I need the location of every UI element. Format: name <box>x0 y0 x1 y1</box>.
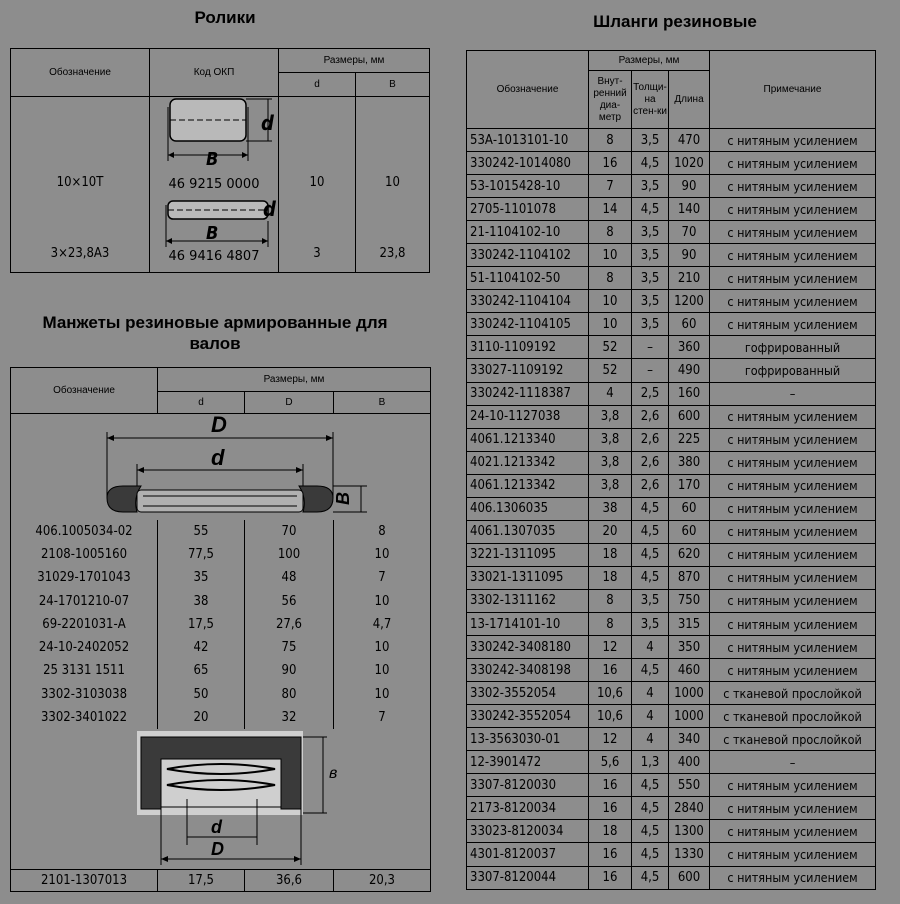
hose-wall-thickness: 2,6 <box>632 451 669 474</box>
hose-wall-thickness: 3,5 <box>632 589 669 612</box>
hose-designation: 330242-1118387 <box>467 382 589 405</box>
table-row <box>11 613 431 636</box>
hose-inner-diameter: 5,6 <box>589 751 632 774</box>
cuff-designation: 31029-1701043 <box>11 566 158 589</box>
hose-inner-diameter: 18 <box>589 543 632 566</box>
hose-designation: 406.1306035 <box>467 497 589 520</box>
hose-note: с нитяным усилением <box>710 175 876 198</box>
hose-note: с нитяным усилением <box>710 428 876 451</box>
hose-designation: 2705-1101078 <box>467 198 589 221</box>
hose-length: 140 <box>669 198 710 221</box>
cuff-designation: 406.1005034-02 <box>11 520 158 543</box>
hose-inner-diameter: 3,8 <box>589 451 632 474</box>
table-row <box>467 682 876 705</box>
hose-note: с нитяным усилением <box>710 405 876 428</box>
hose-wall-thickness: 2,5 <box>632 382 669 405</box>
cuff-d-value: 38 <box>158 589 245 612</box>
hose-length: 210 <box>669 267 710 290</box>
hose-wall-thickness: 4 <box>632 705 669 728</box>
hose-length: 60 <box>669 313 710 336</box>
hose-inner-diameter: 18 <box>589 566 632 589</box>
table-row <box>467 705 876 728</box>
hose-designation: 3302-1311162 <box>467 589 589 612</box>
hose-inner-diameter: 12 <box>589 728 632 751</box>
header-b: B <box>356 73 430 97</box>
hose-designation: 33021-1311095 <box>467 566 589 589</box>
table-row <box>467 221 876 244</box>
hose-inner-diameter: 12 <box>589 636 632 659</box>
table-row <box>467 244 876 267</box>
hose-wall-thickness: 4 <box>632 682 669 705</box>
hose-note: с нитяным усилением <box>710 659 876 682</box>
hose-note: с нитяным усилением <box>710 543 876 566</box>
cuff-designation: 69-2201031-А <box>11 613 158 636</box>
header-inner-diameter: Внут-ренний диа-метр <box>589 71 632 129</box>
hose-length: 550 <box>669 774 710 797</box>
rollers-table <box>10 48 430 273</box>
hose-inner-diameter: 10 <box>589 244 632 267</box>
header-wall-thickness: Толщи-на стен-ки <box>632 71 669 129</box>
hose-length: 1020 <box>669 152 710 175</box>
hose-wall-thickness: 4,5 <box>632 152 669 175</box>
hose-length: 1000 <box>669 705 710 728</box>
hose-designation: 3307-8120044 <box>467 866 589 889</box>
table-row <box>467 313 876 336</box>
cuff-B-value: 20,3 <box>334 869 431 891</box>
header-designation: Обозначение <box>467 51 589 129</box>
table-row <box>467 497 876 520</box>
hose-designation: 53А-1013101-10 <box>467 129 589 152</box>
hose-length: 90 <box>669 244 710 267</box>
hose-designation: 21-1104102-10 <box>467 221 589 244</box>
cuff-designation: 2108-1005160 <box>11 543 158 566</box>
hose-inner-diameter: 8 <box>589 267 632 290</box>
hoses-table <box>466 50 876 890</box>
table-row <box>467 797 876 820</box>
hose-designation: 330242-1104104 <box>467 290 589 313</box>
hose-inner-diameter: 16 <box>589 797 632 820</box>
cuff-D-value: 32 <box>245 706 334 729</box>
cuff-d-value: 65 <box>158 659 245 682</box>
hose-wall-thickness: 3,5 <box>632 290 669 313</box>
cuff-D-value: 36,6 <box>245 869 334 891</box>
cuffs-title: Манжеты резиновые армированные для валов <box>42 313 388 353</box>
hose-designation: 330242-3408180 <box>467 636 589 659</box>
table-row <box>467 589 876 612</box>
hose-note: – <box>710 751 876 774</box>
hose-wall-thickness: 4,5 <box>632 198 669 221</box>
table-row <box>467 382 876 405</box>
cuff-d-value: 17,5 <box>158 869 245 891</box>
table-row <box>467 843 876 866</box>
table-row <box>467 290 876 313</box>
hose-designation: 3110-1109192 <box>467 336 589 359</box>
hose-note: с нитяным усилением <box>710 290 876 313</box>
header-designation: Обозначение <box>11 368 158 414</box>
hose-inner-diameter: 8 <box>589 589 632 612</box>
header-D: D <box>245 392 334 414</box>
roller-designation: 10×10Т <box>56 175 104 190</box>
hose-wall-thickness: – <box>632 359 669 382</box>
cuff-d-value: 20 <box>158 706 245 729</box>
hose-note: с нитяным усилением <box>710 244 876 267</box>
hose-length: 225 <box>669 428 710 451</box>
hose-note: с нитяным усилением <box>710 152 876 175</box>
hose-length: 870 <box>669 566 710 589</box>
hose-designation: 12-3901472 <box>467 751 589 774</box>
hose-note: гофрированный <box>710 336 876 359</box>
hose-length: 620 <box>669 543 710 566</box>
hose-inner-diameter: 4 <box>589 382 632 405</box>
table-row <box>467 405 876 428</box>
table-row <box>467 566 876 589</box>
table-row <box>467 474 876 497</box>
hose-note: с нитяным усилением <box>710 589 876 612</box>
hose-inner-diameter: 7 <box>589 175 632 198</box>
hose-note: с нитяным усилением <box>710 820 876 843</box>
hose-note: – <box>710 382 876 405</box>
hose-note: с нитяным усилением <box>710 612 876 635</box>
hose-wall-thickness: 4,5 <box>632 774 669 797</box>
cuff-designation: 24-1701210-07 <box>11 589 158 612</box>
hose-designation: 13-1714101-10 <box>467 612 589 635</box>
hose-inner-diameter: 10,6 <box>589 682 632 705</box>
hose-wall-thickness: 3,5 <box>632 175 669 198</box>
cuff-B-value: 7 <box>334 566 431 589</box>
hose-designation: 3307-8120030 <box>467 774 589 797</box>
hose-length: 2840 <box>669 797 710 820</box>
table-row <box>11 659 431 682</box>
header-d: d <box>279 73 356 97</box>
cuff-B-value: 10 <box>334 589 431 612</box>
hose-note: с нитяным усилением <box>710 566 876 589</box>
hose-wall-thickness: 3,5 <box>632 612 669 635</box>
hose-length: 60 <box>669 520 710 543</box>
hose-inner-diameter: 8 <box>589 612 632 635</box>
table-row <box>467 636 876 659</box>
hose-designation: 13-3563030-01 <box>467 728 589 751</box>
cuff-d-value: 77,5 <box>158 543 245 566</box>
hose-inner-diameter: 18 <box>589 820 632 843</box>
table-row <box>467 129 876 152</box>
hose-designation: 51-1104102-50 <box>467 267 589 290</box>
hose-designation: 33023-8120034 <box>467 820 589 843</box>
cuff-B-value: 8 <box>334 520 431 543</box>
cuff-D-value: 80 <box>245 683 334 706</box>
cuff-d-value: 42 <box>158 636 245 659</box>
hose-wall-thickness: 4 <box>632 636 669 659</box>
hose-inner-diameter: 10,6 <box>589 705 632 728</box>
hose-note: с нитяным усилением <box>710 774 876 797</box>
cuff-designation: 2101-1307013 <box>11 869 158 891</box>
hose-wall-thickness: 4,5 <box>632 497 669 520</box>
hose-inner-diameter: 10 <box>589 313 632 336</box>
hose-length: 160 <box>669 382 710 405</box>
hose-wall-thickness: 3,5 <box>632 221 669 244</box>
hose-length: 600 <box>669 405 710 428</box>
table-row <box>467 751 876 774</box>
hose-wall-thickness: 4,5 <box>632 797 669 820</box>
hose-designation: 330242-1104102 <box>467 244 589 267</box>
hose-inner-diameter: 52 <box>589 359 632 382</box>
table-row <box>11 589 431 612</box>
cuff-D-value: 48 <box>245 566 334 589</box>
hose-inner-diameter: 52 <box>589 336 632 359</box>
hose-note: с нитяным усилением <box>710 221 876 244</box>
table-row <box>467 774 876 797</box>
hose-inner-diameter: 8 <box>589 129 632 152</box>
roller-b-label: B <box>206 223 219 244</box>
header-sizes: Размеры, мм <box>279 49 430 73</box>
table-row <box>11 520 431 543</box>
hose-note: с тканевой прослойкой <box>710 682 876 705</box>
hose-designation: 33027-1109192 <box>467 359 589 382</box>
hose-designation: 330242-3408198 <box>467 659 589 682</box>
hose-note: с тканевой прослойкой <box>710 728 876 751</box>
rollers-title: Ролики <box>194 8 256 27</box>
cuff-B-value: 10 <box>334 543 431 566</box>
hose-wall-thickness: 3,5 <box>632 244 669 267</box>
table-row <box>467 336 876 359</box>
hose-wall-thickness: 4,5 <box>632 843 669 866</box>
table-row <box>11 683 431 706</box>
cuff-d-value: 17,5 <box>158 613 245 636</box>
hose-inner-diameter: 16 <box>589 866 632 889</box>
table-row <box>11 869 431 891</box>
cuff-B-value: 10 <box>334 659 431 682</box>
hose-wall-thickness: 3,5 <box>632 129 669 152</box>
roller-designation: 3×23,8А3 <box>50 246 110 261</box>
hose-note: гофрированный <box>710 359 876 382</box>
hose-designation: 330242-1104105 <box>467 313 589 336</box>
table-row <box>467 451 876 474</box>
roller-d-value: 3 <box>313 246 321 261</box>
hose-wall-thickness: 3,5 <box>632 313 669 336</box>
hose-designation: 53-1015428-10 <box>467 175 589 198</box>
hose-length: 70 <box>669 221 710 244</box>
hose-inner-diameter: 16 <box>589 659 632 682</box>
header-length: Длина <box>669 71 710 129</box>
hose-length: 400 <box>669 751 710 774</box>
hose-designation: 24-10-1127038 <box>467 405 589 428</box>
cuff-section-D-label: D <box>211 839 224 860</box>
hose-inner-diameter: 14 <box>589 198 632 221</box>
hose-wall-thickness: 4,5 <box>632 659 669 682</box>
hose-length: 60 <box>669 497 710 520</box>
hose-length: 350 <box>669 636 710 659</box>
roller-d-value: 10 <box>309 175 325 190</box>
hose-note: с нитяным усилением <box>710 843 876 866</box>
header-okp: Код ОКП <box>150 49 279 97</box>
hose-note: с нитяным усилением <box>710 866 876 889</box>
roller-d-label: d <box>263 197 276 221</box>
hose-designation: 4301-8120037 <box>467 843 589 866</box>
hose-inner-diameter: 3,8 <box>589 405 632 428</box>
hose-note: с нитяным усилением <box>710 636 876 659</box>
hose-note: с нитяным усилением <box>710 474 876 497</box>
table-row <box>467 267 876 290</box>
hose-designation: 3302-3552054 <box>467 682 589 705</box>
cuff-D-value: 70 <box>245 520 334 543</box>
header-sizes: Размеры, мм <box>589 51 710 71</box>
hose-inner-diameter: 10 <box>589 290 632 313</box>
hose-length: 360 <box>669 336 710 359</box>
roller-b-value: 23,8 <box>379 246 406 261</box>
hose-wall-thickness: 1,3 <box>632 751 669 774</box>
hose-note: с тканевой прослойкой <box>710 705 876 728</box>
hose-length: 90 <box>669 175 710 198</box>
hose-designation: 4061.1307035 <box>467 520 589 543</box>
roller-okp: 46 9215 0000 <box>168 177 260 192</box>
hose-length: 490 <box>669 359 710 382</box>
cuff-D-value: 56 <box>245 589 334 612</box>
table-row <box>467 152 876 175</box>
hose-note: с нитяным усилением <box>710 520 876 543</box>
cuff-D-value: 75 <box>245 636 334 659</box>
hose-length: 340 <box>669 728 710 751</box>
hose-wall-thickness: 4,5 <box>632 520 669 543</box>
hose-length: 1000 <box>669 682 710 705</box>
table-row <box>467 659 876 682</box>
roller-b-label: B <box>206 149 219 170</box>
hose-designation: 3221-1311095 <box>467 543 589 566</box>
hose-wall-thickness: 4,5 <box>632 543 669 566</box>
hose-wall-thickness: 4,5 <box>632 820 669 843</box>
cuff-B-value: 4,7 <box>334 613 431 636</box>
cuff-B-value: 10 <box>334 636 431 659</box>
table-row <box>467 612 876 635</box>
hose-note: с нитяным усилением <box>710 497 876 520</box>
table-row <box>467 359 876 382</box>
hose-length: 470 <box>669 129 710 152</box>
hose-designation: 330242-1014080 <box>467 152 589 175</box>
cuffs-table <box>10 367 431 892</box>
cuff-d-value: 35 <box>158 566 245 589</box>
cuff-designation: 3302-3103038 <box>11 683 158 706</box>
hose-wall-thickness: 3,5 <box>632 267 669 290</box>
hose-length: 1200 <box>669 290 710 313</box>
hose-inner-diameter: 3,8 <box>589 474 632 497</box>
table-row <box>467 175 876 198</box>
table-row <box>11 636 431 659</box>
table-row <box>11 543 431 566</box>
hose-length: 460 <box>669 659 710 682</box>
hose-length: 1330 <box>669 843 710 866</box>
hose-note: с нитяным усилением <box>710 451 876 474</box>
hose-length: 750 <box>669 589 710 612</box>
cuff-d-label: d <box>211 445 225 470</box>
table-row <box>467 543 876 566</box>
hose-wall-thickness: 2,6 <box>632 474 669 497</box>
hose-inner-diameter: 20 <box>589 520 632 543</box>
header-d: d <box>158 392 245 414</box>
hose-note: с нитяным усилением <box>710 129 876 152</box>
cuff-D-label: D <box>211 412 227 437</box>
hose-length: 1300 <box>669 820 710 843</box>
hose-designation: 4061.1213340 <box>467 428 589 451</box>
cuff-D-value: 90 <box>245 659 334 682</box>
hose-wall-thickness: 2,6 <box>632 428 669 451</box>
hose-inner-diameter: 16 <box>589 152 632 175</box>
hose-note: с нитяным усилением <box>710 267 876 290</box>
cuff-designation: 24-10-2402052 <box>11 636 158 659</box>
hose-inner-diameter: 3,8 <box>589 428 632 451</box>
roller-d-label: d <box>261 111 274 135</box>
header-B: B <box>334 392 431 414</box>
hose-note: с нитяным усилением <box>710 797 876 820</box>
cuff-d-value: 55 <box>158 520 245 543</box>
hoses-title: Шланги резиновые <box>593 12 757 31</box>
hose-note: с нитяным усилением <box>710 313 876 336</box>
roller-okp: 46 9416 4807 <box>168 249 260 264</box>
hose-inner-diameter: 16 <box>589 843 632 866</box>
hose-inner-diameter: 38 <box>589 497 632 520</box>
hose-wall-thickness: 4,5 <box>632 866 669 889</box>
hose-wall-thickness: 2,6 <box>632 405 669 428</box>
cuff-d-value: 50 <box>158 683 245 706</box>
hose-wall-thickness: 4,5 <box>632 566 669 589</box>
cuff-designation: 25 3131 1511 <box>11 659 158 682</box>
table-row <box>467 820 876 843</box>
table-row <box>467 728 876 751</box>
cuff-designation: 3302-3401022 <box>11 706 158 729</box>
hose-length: 600 <box>669 866 710 889</box>
hose-length: 170 <box>669 474 710 497</box>
hose-inner-diameter: 16 <box>589 774 632 797</box>
hose-inner-diameter: 8 <box>589 221 632 244</box>
cuff-B-label: B <box>333 492 353 505</box>
table-row <box>11 97 430 273</box>
table-row <box>11 566 431 589</box>
hose-wall-thickness: – <box>632 336 669 359</box>
table-row <box>467 428 876 451</box>
roller-b-value: 10 <box>385 175 400 190</box>
cuff-section-d-label: d <box>211 817 222 838</box>
hose-wall-thickness: 4 <box>632 728 669 751</box>
hose-note: с нитяным усилением <box>710 198 876 221</box>
hose-length: 315 <box>669 612 710 635</box>
header-note: Примечание <box>710 51 876 129</box>
cuff-D-value: 27,6 <box>245 613 334 636</box>
header-sizes: Размеры, мм <box>158 368 431 392</box>
hose-designation: 4061.1213342 <box>467 474 589 497</box>
cuff-D-value: 100 <box>245 543 334 566</box>
hose-designation: 4021.1213342 <box>467 451 589 474</box>
hose-length: 380 <box>669 451 710 474</box>
table-row <box>467 866 876 889</box>
hose-designation: 330242-3552054 <box>467 705 589 728</box>
cuff-B-value: 10 <box>334 683 431 706</box>
header-designation: Обозначение <box>11 49 150 97</box>
table-row <box>467 520 876 543</box>
cuff-B-value: 7 <box>334 706 431 729</box>
table-row <box>11 706 431 729</box>
hose-designation: 2173-8120034 <box>467 797 589 820</box>
table-row <box>467 198 876 221</box>
cuff-section-b-label: в <box>329 765 338 783</box>
